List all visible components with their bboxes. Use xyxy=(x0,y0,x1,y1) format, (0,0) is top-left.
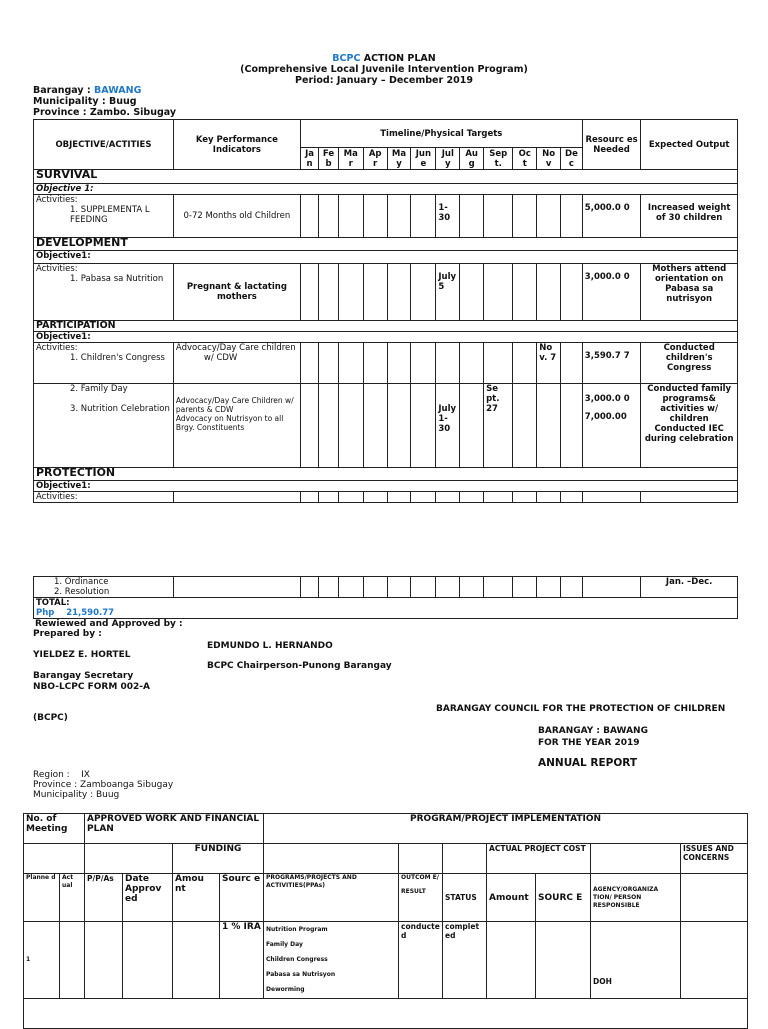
month-header: Jul y xyxy=(436,148,460,170)
council-title: BARANGAY COUNCIL FOR THE PROTECTION OF CHILDREN xyxy=(436,704,726,714)
row-agency: DOH xyxy=(591,922,681,999)
survival-objective: Objective 1: xyxy=(34,184,738,195)
month-header: Ma y xyxy=(387,148,411,170)
month-header: Oc t xyxy=(513,148,537,170)
prepared-label: Prepared by : xyxy=(33,629,102,639)
col-source-header: Sourc e xyxy=(220,874,264,922)
protection-output: Jan. –Dec. xyxy=(641,577,738,598)
approver-title: BCPC Chairperson-Punong Barangay xyxy=(207,661,392,671)
barangay-line: Barangay : BAWANG xyxy=(33,85,142,96)
participation-activity-3: 3. Nutrition Celebration xyxy=(70,404,170,414)
reviewed-label: Rewiewed and Approved by : xyxy=(35,619,183,629)
participation-resources-2: 3,000.0 0 7,000.00 xyxy=(582,384,641,468)
col-amount2-header: Amount xyxy=(487,874,536,922)
section-development: DEVELOPMENT xyxy=(34,238,738,251)
participation-kpi-1: Advocacy/Day Care children w/ CDW xyxy=(173,343,300,384)
development-activity-cell: Activities: 1. Pabasa sa Nutrition xyxy=(34,264,174,321)
month-header: Au g xyxy=(460,148,484,170)
month-header: Fe b xyxy=(319,148,339,170)
month-header: De c xyxy=(561,148,583,170)
col-status-header: STATUS xyxy=(443,874,487,922)
col-planned-header: Planne d xyxy=(24,874,60,922)
month-header: Jun e xyxy=(411,148,436,170)
participation-activity-cell-2 xyxy=(34,384,174,468)
col-date-approved-header: Date Approv ed xyxy=(123,874,173,922)
month-header: Ja n xyxy=(300,148,318,170)
participation-activity-1: 1. Children's Congress xyxy=(70,353,165,363)
item-resolution: 2. Resolution xyxy=(54,587,110,597)
survival-activity-cell: Activities: 1. SUPPLEMENTA L FEEDING xyxy=(34,195,174,238)
participation-output-2: Conducted family programs& activities w/ children Conducted IEC during celebration xyxy=(641,384,738,468)
program-item: Nutrition Program xyxy=(266,926,328,933)
report-barangay-block xyxy=(538,725,648,749)
survival-activity: 1. SUPPLEMENTA L FEEDING xyxy=(70,205,150,225)
row-source: 1 % IRA xyxy=(220,922,264,999)
municipality-line: Municipality : Buug xyxy=(33,96,137,107)
col-outcome-header: OUTCOM E/ RESULT xyxy=(399,874,443,922)
survival-resources: 5,000.0 0 xyxy=(582,195,641,238)
annual-report-table xyxy=(23,813,748,1029)
col-output-header: Expected Output xyxy=(641,120,738,170)
program-item: Family Day xyxy=(266,941,303,948)
total-label: TOTAL: xyxy=(36,598,70,608)
col-ppi-header: PROGRAM/PROJECT IMPLEMENTATION xyxy=(264,814,748,844)
col-issues-header: ISSUES AND CONCERNS xyxy=(681,844,748,874)
col-programs-header: PROGRAMS/PROJECTS AND ACTIVITIES(PPAs) xyxy=(264,874,399,922)
preparer-name: YIELDEZ E. HORTEL xyxy=(33,650,131,660)
report-barangay: BARANGAY : BAWANG xyxy=(538,726,648,736)
col-kpi-header: Key Performance Indicators xyxy=(173,120,300,170)
report-region: Region : IX xyxy=(33,770,90,780)
total-value: Php 21,590.77 xyxy=(36,608,115,618)
col-agency-header: AGENCY/ORGANIZA TION/ PERSON RESPONSIBLE xyxy=(591,874,681,922)
development-july-target: July 5 xyxy=(436,264,460,321)
survival-kpi: 0-72 Months old Children xyxy=(173,195,300,238)
total-row xyxy=(34,598,738,619)
development-output: Mothers attend orientation on Pabasa sa nutrisyon xyxy=(641,264,738,321)
program-item: Pabasa sa Nutrisyon xyxy=(266,971,336,978)
doc-period: Period: January – December 2019 xyxy=(295,75,473,86)
col-source2-header: SOURC E xyxy=(536,874,591,922)
col-objective-header: OBJECTIVE/ACTITIES xyxy=(34,120,174,170)
development-objective: Objective1: xyxy=(34,251,738,264)
province-line: Province : Zambo. Sibugay xyxy=(33,107,177,118)
approver-name: EDMUNDO L. HERNANDO xyxy=(207,641,333,651)
development-resources: 3,000.0 0 xyxy=(582,264,641,321)
bcpc-label: (BCPC) xyxy=(33,713,68,723)
program-item: Deworming xyxy=(266,986,305,993)
col-amount-header: Amou nt xyxy=(173,874,220,922)
row-status: complet ed xyxy=(443,922,487,999)
month-header: Ap r xyxy=(363,148,387,170)
month-header: Ma r xyxy=(338,148,363,170)
doc-header xyxy=(0,53,768,86)
participation-activity-cell: Activities: 1. Children's Congress xyxy=(34,343,174,384)
report-province: Province : Zamboanga Sibugay xyxy=(33,780,174,790)
col-timeline-header: Timeline/Physical Targets xyxy=(300,120,582,148)
month-header: No v xyxy=(537,148,561,170)
protection-objective: Objective1: xyxy=(34,481,738,492)
month-header: Sep t. xyxy=(484,148,513,170)
report-year: FOR THE YEAR 2019 xyxy=(538,738,640,748)
doc-title: BCPC ACTION PLAN xyxy=(332,53,436,64)
col-resources-header: Resourc es Needed xyxy=(582,120,641,170)
row-programs xyxy=(264,922,399,999)
preparer-title: Barangay Secretary xyxy=(33,671,134,681)
report-municipality: Municipality : Buug xyxy=(33,790,120,800)
preparer-block xyxy=(33,671,150,693)
survival-output: Increased weight of 30 children xyxy=(641,195,738,238)
row-planned: 1 xyxy=(24,922,60,999)
protection-items xyxy=(34,577,174,598)
col-funding-header: FUNDING xyxy=(173,844,264,874)
development-activity: 1. Pabasa sa Nutrition xyxy=(70,274,164,284)
section-participation: PARTICIPATION xyxy=(34,321,738,332)
col-actual-cost-header: ACTUAL PROJECT COST xyxy=(487,844,591,874)
survival-july-target: 1-30 xyxy=(436,195,460,238)
form-number: NBO-LCPC FORM 002-A xyxy=(33,682,150,692)
participation-kpi-2: Advocacy/Day Care Children w/ parents & CDW Advocacy on Nutrisyon to all Brgy. Constituents xyxy=(173,384,300,468)
section-survival: SURVIVAL xyxy=(34,170,738,184)
col-meeting-header: No. of Meeting xyxy=(24,814,85,844)
col-actual-header: Act ual xyxy=(60,874,85,922)
action-plan-continued-table xyxy=(33,576,738,619)
location-block xyxy=(33,85,176,118)
participation-activity-2: 2. Family Day xyxy=(70,384,128,394)
development-kpi: Pregnant & lactating mothers xyxy=(173,264,300,321)
participation-sept-target: Se pt. 27 xyxy=(484,384,513,468)
doc-subtitle: (Comprehensive Local Juvenile Intervention Program) xyxy=(240,64,528,75)
report-location xyxy=(33,770,173,800)
row-outcome: conducte d xyxy=(399,922,443,999)
action-plan-table xyxy=(33,119,738,503)
section-protection: PROTECTION xyxy=(34,468,738,481)
participation-july-target: July 1-30 xyxy=(436,384,460,468)
col-awfp-header: APPROVED WORK AND FINANCIAL PLAN xyxy=(85,814,264,844)
participation-output-1: Conducted children's Congress xyxy=(641,343,738,384)
program-item: Children Congress xyxy=(266,956,328,963)
item-ordinance: 1. Ordinance xyxy=(54,577,109,587)
protection-activities: Activities: xyxy=(34,492,174,503)
participation-objective: Objective1: xyxy=(34,332,738,343)
col-ppas-header: P/P/As xyxy=(85,874,123,922)
participation-nov-target: No v. 7 xyxy=(537,343,561,384)
report-title: ANNUAL REPORT xyxy=(538,757,638,769)
participation-resources-1: 3,590.7 7 xyxy=(582,343,641,384)
